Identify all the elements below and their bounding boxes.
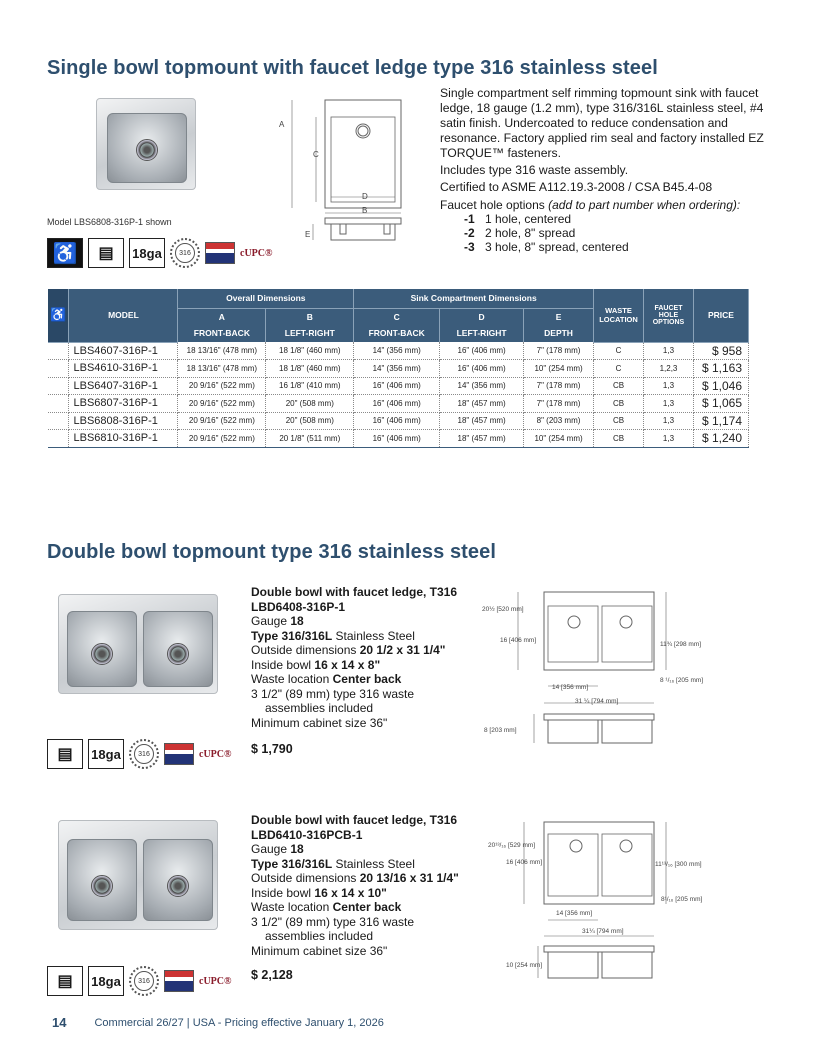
product-cabinet: Minimum cabinet size 36": [251, 943, 388, 958]
product-assembly: 3 1/2" (89 mm) type 316 waste: [251, 914, 415, 929]
table-row: [48, 377, 749, 395]
cell-waste: C: [594, 342, 644, 360]
faucet-option: -2 2 hole, 8" spread: [464, 226, 576, 240]
dim-overall-fb: 20½ [520 mm]: [482, 606, 524, 613]
cell-waste: CB: [594, 395, 644, 413]
gauge-18-icon: 18ga: [129, 238, 165, 268]
dim-inner-fb: 16 [406 mm]: [506, 859, 543, 866]
section-title-double-bowl: Double bowl topmount type 316 stainless steel: [47, 541, 497, 563]
faucet-options-note: (add to part number when ordering):: [548, 198, 741, 212]
cell-waste: C: [594, 360, 644, 378]
page-number: 14: [52, 1015, 67, 1030]
cell-b: 20" (508 mm): [266, 412, 354, 430]
faucet-option: -3 3 hole, 8" spread, centered: [464, 240, 629, 254]
page-footer: [52, 1015, 384, 1030]
row-spacer: [48, 412, 69, 430]
dim-bottom-right: 8¹/₁₆ [205 mm]: [661, 896, 703, 903]
gauge-18-icon: 18ga: [88, 739, 124, 769]
product-outside-dims: Outside dimensions 20 13/16 x 31 1/4": [251, 871, 459, 885]
cell-c: 16" (406 mm): [354, 412, 440, 430]
satin-finish-icon: ▤: [88, 238, 124, 268]
ez-torque-icon: [164, 970, 194, 992]
dim-overall-width: 31¼ [794 mm]: [582, 928, 624, 935]
dim-label-c: C: [313, 150, 319, 159]
product-outside-dims: Outside dimensions 20 1/2 x 31 1/4": [251, 643, 446, 657]
product2-icon-row: [47, 966, 231, 996]
satin-finish-icon: ▤: [47, 739, 83, 769]
cell-a: 20 9/16" (522 mm): [178, 430, 266, 448]
cell-model: LBS6807-316P-1: [69, 395, 178, 413]
footer-text: Commercial 26/27 | USA - Pricing effective January 1, 2026: [94, 1016, 384, 1029]
col-faucet-hole-options: FAUCET HOLE OPTIONS: [644, 289, 694, 342]
wheelchair-icon: ♿: [47, 238, 83, 268]
single-bowl-description: [440, 86, 780, 197]
cell-d: 18" (457 mm): [440, 430, 524, 448]
dim-bottom-right: 8 ¹/₁₆ [205 mm]: [660, 677, 704, 684]
col-waste-location: WASTE LOCATION: [594, 289, 644, 342]
cell-waste: CB: [594, 412, 644, 430]
col-price: PRICE: [693, 289, 748, 342]
cell-b: 16 1/8" (410 mm): [266, 377, 354, 395]
dim-overall-fb: 20¹³/₁₆ [529 mm]: [488, 842, 536, 849]
cell-a: 18 13/16" (478 mm): [178, 360, 266, 378]
col-c: C FRONT-BACK: [354, 308, 440, 342]
cupc-icon: cUPC®: [240, 247, 273, 259]
cell-b: 20" (508 mm): [266, 395, 354, 413]
table-row: [48, 342, 749, 360]
satin-finish-icon: ▤: [47, 966, 83, 996]
description-certification: Certified to ASME A112.19.3-2008 / CSA B45.4-08: [440, 180, 713, 194]
cell-price: $ 1,065: [693, 395, 748, 413]
cell-model: LBS6808-316P-1: [69, 412, 178, 430]
product-inside-bowl: Inside bowl 16 x 14 x 10": [251, 885, 387, 900]
cell-e: 8" (203 mm): [524, 412, 594, 430]
ez-torque-icon: [164, 743, 194, 765]
product-assembly: 3 1/2" (89 mm) type 316 waste: [251, 686, 415, 701]
dim-bowl-width: 14 [356 mm]: [552, 684, 589, 691]
product-details-1: [251, 585, 491, 757]
dim-right: 11¾ [298 mm]: [660, 641, 702, 648]
faucet-options-label: Faucet hole options: [440, 198, 545, 212]
product-model: LBD6408-316P-1: [251, 599, 346, 614]
product-price: $ 1,790: [251, 742, 293, 756]
product-assembly-cont: assemblies included: [265, 929, 374, 943]
ez-torque-icon: [205, 242, 235, 264]
double-bowl-sink-photo-2: [58, 820, 218, 930]
table-row: [48, 360, 749, 378]
dim-label-b: B: [362, 206, 368, 215]
cell-model: LBS6810-316P-1: [69, 430, 178, 448]
cell-c: 16" (406 mm): [354, 377, 440, 395]
product-type: Type 316/316L Stainless Steel: [251, 628, 415, 643]
cell-d: 18" (457 mm): [440, 412, 524, 430]
cell-price: $ 1,174: [693, 412, 748, 430]
dim-label-e: E: [305, 230, 311, 239]
table-row: [48, 395, 749, 413]
cell-a: 20 9/16" (522 mm): [178, 395, 266, 413]
cell-model: LBS6407-316P-1: [69, 377, 178, 395]
cell-c: 16" (406 mm): [354, 430, 440, 448]
cell-d: 16" (406 mm): [440, 360, 524, 378]
dim-overall-width: 31 ¼ [794 mm]: [575, 698, 619, 705]
cell-e: 7" (178 mm): [524, 395, 594, 413]
dim-depth: 10 [254 mm]: [506, 962, 543, 969]
cell-a: 20 9/16" (522 mm): [178, 412, 266, 430]
product-inside-bowl: Inside bowl 16 x 14 x 8": [251, 657, 381, 672]
faucet-option: -1 1 hole, centered: [464, 212, 572, 226]
cell-price: $ 958: [693, 342, 748, 360]
product-type: Type 316/316L Stainless Steel: [251, 856, 415, 871]
dim-label-d: D: [362, 192, 368, 201]
table-row: [48, 412, 749, 430]
col-model: MODEL: [69, 289, 178, 342]
cell-price: $ 1,046: [693, 377, 748, 395]
cell-model: LBS4607-316P-1: [69, 342, 178, 360]
dim-label-a: A: [279, 120, 285, 129]
cell-d: 14" (356 mm): [440, 377, 524, 395]
row-spacer: [48, 430, 69, 448]
faucet-hole-options: [440, 198, 770, 254]
double-bowl-sink-photo-1: [58, 594, 218, 694]
product-waste: Waste location Center back: [251, 672, 402, 686]
cell-b: 20 1/8" (511 mm): [266, 430, 354, 448]
description-waste: Includes type 316 waste assembly.: [440, 163, 629, 177]
product-gauge: Gauge 18: [251, 842, 304, 856]
steel-316-icon: 316: [129, 739, 159, 769]
cell-faucet: 1,2,3: [644, 360, 694, 378]
product-name: Double bowl with faucet ledge, T316: [251, 813, 458, 827]
cell-price: $ 1,240: [693, 430, 748, 448]
group-sink-compartment-dimensions: Sink Compartment Dimensions: [354, 289, 594, 308]
row-spacer: [48, 342, 69, 360]
cupc-icon: cUPC®: [199, 748, 232, 760]
col-a: A FRONT-BACK: [178, 308, 266, 342]
single-bowl-spec-table: [48, 289, 749, 448]
col-b: B LEFT-RIGHT: [266, 308, 354, 342]
dim-depth: 8 [203 mm]: [484, 727, 517, 734]
product1-icon-row: [47, 739, 231, 769]
cell-faucet: 1,3: [644, 430, 694, 448]
cell-faucet: 1,3: [644, 395, 694, 413]
dim-inner-fb: 16 [406 mm]: [500, 637, 537, 644]
cell-e: 10" (254 mm): [524, 430, 594, 448]
product-cabinet: Minimum cabinet size 36": [251, 715, 388, 730]
cell-e: 7" (178 mm): [524, 342, 594, 360]
cell-d: 18" (457 mm): [440, 395, 524, 413]
cell-waste: CB: [594, 377, 644, 395]
cell-d: 16" (406 mm): [440, 342, 524, 360]
group-overall-dimensions: Overall Dimensions: [178, 289, 354, 308]
section1-icon-row: [47, 238, 272, 268]
row-spacer: [48, 360, 69, 378]
product-waste: Waste location Center back: [251, 900, 402, 914]
single-bowl-sink-photo: [96, 98, 196, 190]
product-model: LBD6410-316PCB-1: [251, 827, 363, 842]
table-row: [48, 430, 749, 448]
cell-c: 14" (356 mm): [354, 360, 440, 378]
description-paragraph: Single compartment self rimming topmount sink with faucet ledge, 18 gauge (1.2 mm), type 316/316L stainless steel, #4 satin finish. Undercoated to reduce condensation and resonance. Factory applied rim seal and factory installed EZ TORQUE™ fasteners.: [440, 86, 764, 160]
product-details-2: [251, 813, 491, 983]
steel-316-icon: 316: [170, 238, 200, 268]
cell-price: $ 1,163: [693, 360, 748, 378]
cell-e: 7" (178 mm): [524, 377, 594, 395]
col-e: E DEPTH: [524, 308, 594, 342]
cell-c: 14" (356 mm): [354, 342, 440, 360]
col-d: D LEFT-RIGHT: [440, 308, 524, 342]
section-title-single-bowl: Single bowl topmount with faucet ledge type 316 stainless steel: [47, 57, 658, 79]
cell-model: LBS4610-316P-1: [69, 360, 178, 378]
cell-faucet: 1,3: [644, 342, 694, 360]
single-bowl-dimension-drawing: [280, 92, 420, 252]
cell-a: 20 9/16" (522 mm): [178, 377, 266, 395]
row-spacer: [48, 377, 69, 395]
product-gauge: Gauge 18: [251, 614, 304, 628]
cell-c: 16" (406 mm): [354, 395, 440, 413]
model-shown-caption: Model LBS6808-316P-1 shown: [47, 217, 172, 227]
product-name: Double bowl with faucet ledge, T316: [251, 585, 458, 599]
cell-faucet: 1,3: [644, 412, 694, 430]
gauge-18-icon: 18ga: [88, 966, 124, 996]
dim-right: 11¹³/₁₆ [300 mm]: [655, 861, 702, 868]
cell-faucet: 1,3: [644, 377, 694, 395]
product-assembly-cont: assemblies included: [265, 701, 374, 715]
cell-b: 18 1/8" (460 mm): [266, 342, 354, 360]
steel-316-icon: 316: [129, 966, 159, 996]
row-spacer: [48, 395, 69, 413]
product-price: $ 2,128: [251, 968, 293, 982]
dim-bowl-width: 14 [356 mm]: [556, 910, 593, 917]
cell-b: 18 1/8" (460 mm): [266, 360, 354, 378]
cell-waste: CB: [594, 430, 644, 448]
cell-a: 18 13/16" (478 mm): [178, 342, 266, 360]
cupc-icon: cUPC®: [199, 975, 232, 987]
wheelchair-icon: ♿: [48, 289, 69, 342]
cell-e: 10" (254 mm): [524, 360, 594, 378]
